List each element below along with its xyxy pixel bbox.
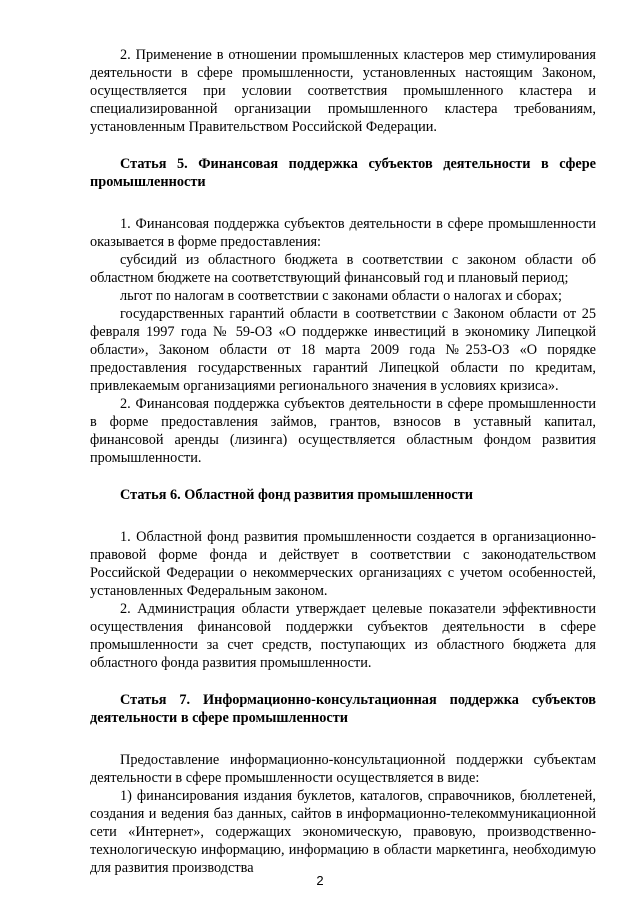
paragraph-5-1-guarantees: государственных гарантий области в соответствии с Законом области от 25 февраля 1997 года № 59-ОЗ «О поддержке инвестиций в экономику Липецкой области», Законом области от 18 марта 2009 года №253-ОЗ «О порядке предоставления государственных гарантий Липецкой области по кредитам, привлекаемым организациями регионального значения в условиях кризиса». — [90, 306, 596, 394]
paragraph-5-2: 2. Финансовая поддержка субъектов деятельности в сфере промышленности в форме предоставления займов, грантов, взносов в уставный капитал, финансовой аренды (лизинга) осуществляется областным фондом развития промышленности. — [90, 396, 596, 466]
paragraph-7-1: 1) финансирования издания буклетов, каталогов, справочников, бюллетеней, создания и ведения баз данных, сайтов в информационно-телекоммуникационной сети «Интернет», содержащих экономическую, правовую, производственно-технологическую информацию, информацию в области маркетинга, необходимую для развития производства — [90, 788, 596, 876]
paragraph-4-2: 2. Применение в отношении промышленных кластеров мер стимулирования деятельности в сфере промышленности, установленных настоящим Законом, осуществляется при условии соответствия промышленного кластера и специализированной организации промышленного кластера требованиям, установленным Правительством Российской Федерации. — [90, 47, 596, 135]
paragraph-7-intro: Предоставление информационно-консультационной поддержки субъектам деятельности в сфере промышленности осуществляется в виде: — [90, 752, 596, 786]
article-6-heading: Статья 6. Областной фонд развития промышленности — [120, 487, 474, 503]
paragraph-5-1-tax: льгот по налогам в соответствии с законами области о налогах и сборах; — [120, 288, 562, 304]
paragraph-6-1: 1. Областной фонд развития промышленности создается в организационно-правовой форме фонда и действует в соответствии с законодательством Российской Федерации о некоммерческих организациях с учетом особенностей, установленных Федеральным законом. — [90, 529, 596, 599]
paragraph-6-2: 2. Администрация области утверждает целевые показатели эффективности осуществления финансовой поддержки субъектов деятельности в сфере промышленности за счет средств, поступающих из областного бюджета для областного фонда развития промышленности. — [90, 601, 596, 671]
paragraph-5-1-subsidies: субсидий из областного бюджета в соответствии с законом области об областном бюджете на соответствующий финансовый год и плановый период; — [90, 252, 596, 286]
paragraph-5-1: 1. Финансовая поддержка субъектов деятельности в сфере промышленности оказывается в форме предоставления: — [90, 216, 596, 250]
article-7-heading: Статья 7. Информационно-консультационная поддержка субъектов деятельности в сфере промышленности — [90, 692, 596, 726]
article-5-heading: Статья 5. Финансовая поддержка субъектов деятельности в сфере промышленности — [90, 156, 596, 190]
document-page — [90, 46, 596, 877]
page-number: 2 — [316, 873, 324, 888]
